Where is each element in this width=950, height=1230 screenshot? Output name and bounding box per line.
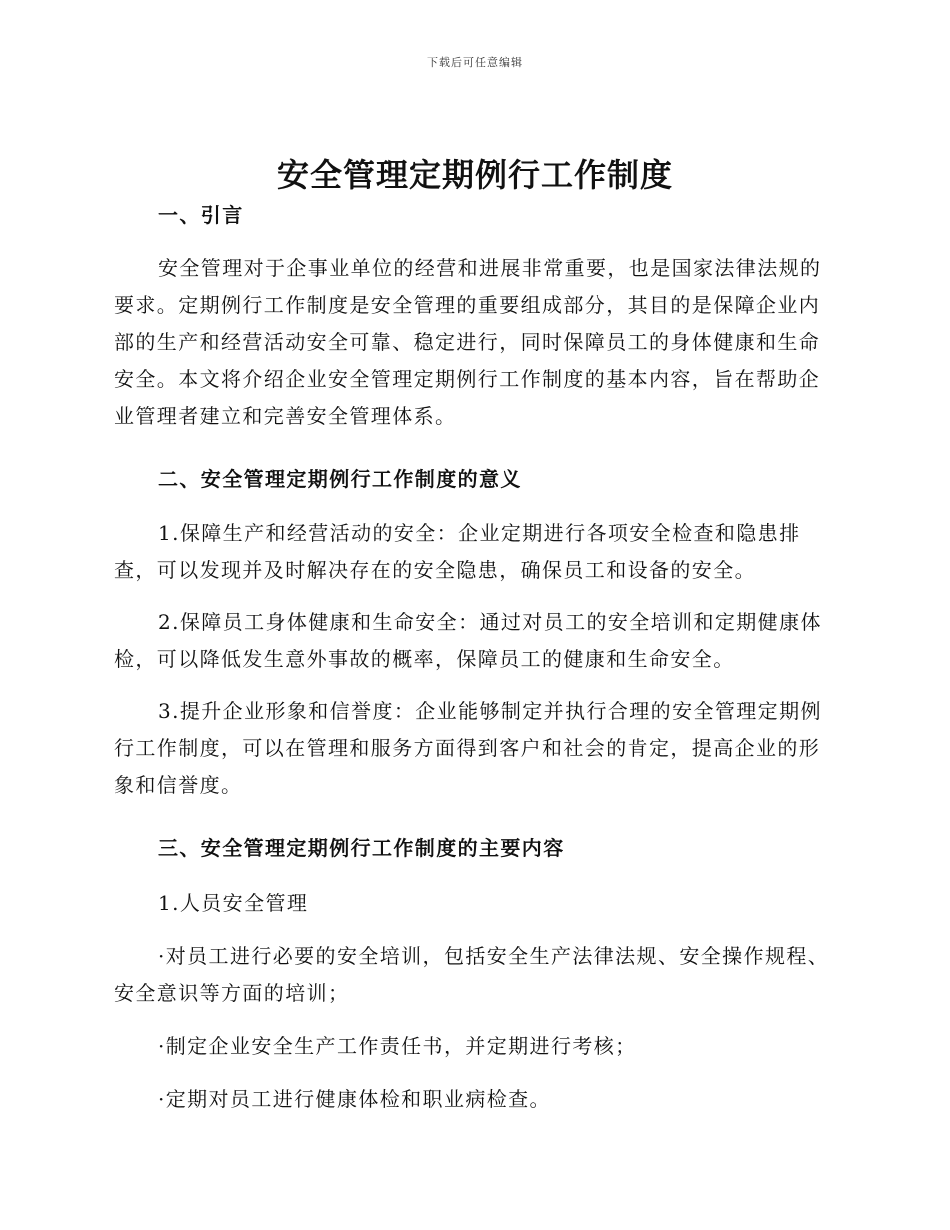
intro-paragraph: 安全管理对于企事业单位的经营和进展非常重要，也是国家法律法规的要求。定期例行工作制度是安全管理的重要组成部分，其目的是保障企业内部的生产和经营活动安全可靠、稳定进行，同时保障员工的身体健康和生命安全。本文将介绍企业安全管理定期例行工作制度的基本内容，旨在帮助企业管理者建立和完善安全管理体系。 xyxy=(114,256,822,428)
section-heading-content: 三、安全管理定期例行工作制度的主要内容 xyxy=(158,836,565,860)
significance-item-2: 2.保障员工身体健康和生命安全：通过对员工的安全培训和定期健康体检，可以降低发生意外事故的概率，保障员工的健康和生命安全。 xyxy=(114,610,822,671)
significance-item-1: 1.保障生产和经营活动的安全：企业定期进行各项安全检查和隐患排查，可以发现并及时解决存在的安全隐患，确保员工和设备的安全。 xyxy=(114,521,801,582)
section-heading-intro: 一、引言 xyxy=(158,203,244,227)
bullet-item: ·对员工进行必要的安全培训，包括安全生产法律法规、安全操作规程、安全意识等方面的培训； xyxy=(114,944,830,1005)
bullet-item: ·定期对员工进行健康体检和职业病检查。 xyxy=(158,1087,551,1111)
significance-item-3: 3.提升企业形象和信誉度：企业能够制定并执行合理的安全管理定期例行工作制度，可以在管理和服务方面得到客户和社会的肯定，提高企业的形象和信誉度。 xyxy=(114,699,822,797)
header-note: 下载后可任意编辑 xyxy=(427,56,523,69)
section-heading-significance: 二、安全管理定期例行工作制度的意义 xyxy=(158,467,522,491)
content-subheading-personnel: 1.人员安全管理 xyxy=(158,891,309,915)
document-body xyxy=(114,200,834,1118)
bullet-item: ·制定企业安全生产工作责任书，并定期进行考核； xyxy=(158,1034,637,1058)
document-title: 安全管理定期例行工作制度 xyxy=(276,156,673,194)
